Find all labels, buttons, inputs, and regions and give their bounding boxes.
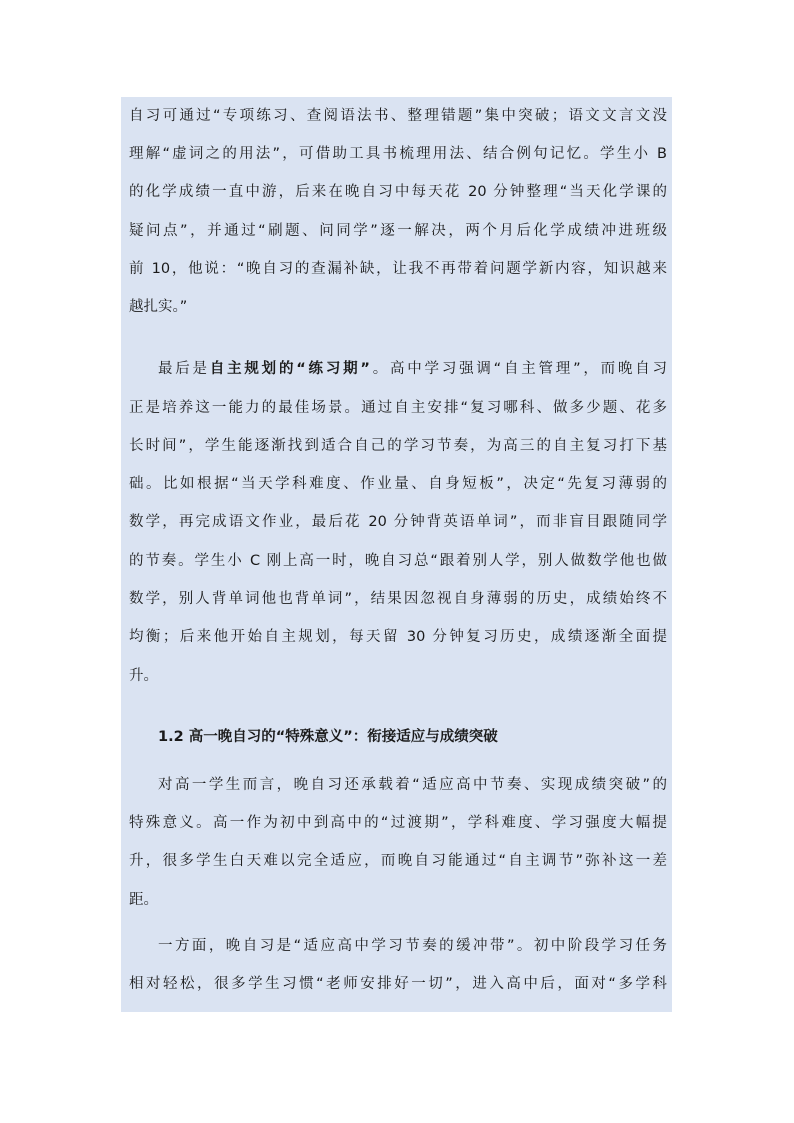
paragraph-1-line-1: 自习可通过“专项练习、查阅语法书、整理错题”集中突破；语文文言文没 (129, 108, 667, 124)
paragraph-2-line-7: 数学，别人背单词他也背单词”，结果因忽视自身薄弱的历史，成绩始终不 (129, 591, 667, 607)
paragraph-2-rest: 。高中学习强调“自主管理”，而晚自习 (369, 361, 668, 377)
paragraph-1-line-4: 疑问点”，并通过“刷题、问同学”逐一解决，两个月后化学成绩冲进班级 (129, 223, 667, 239)
section-heading: 1.2 高一晚自习的“特殊意义”：衔接适应与成绩突破 (158, 729, 498, 745)
paragraph-2-lead: 最后是 (158, 361, 210, 377)
paragraph-2-line-2: 正是培养这一能力的最佳场景。通过自主安排“复习哪科、做多少题、花多 (129, 400, 667, 416)
paragraph-1-line-3: 的化学成绩一直中游，后来在晚自习中每天花 20 分钟整理“当天化学课的 (129, 184, 667, 200)
paragraph-2-line-3: 长时间”，学生能逐渐找到适合自己的学习节奏，为高三的自主复习打下基 (129, 438, 667, 454)
paragraph-2-line-1 (158, 359, 667, 379)
paragraph-3-line-3: 升，很多学生白天难以完全适应，而晚自习能通过“自主调节”弥补这一差 (129, 853, 667, 869)
paragraph-2-line-4: 础。比如根据“当天学科难度、作业量、自身短板”，决定“先复习薄弱的 (129, 476, 667, 492)
paragraph-1-line-2: 理解“虚词之的用法”，可借助工具书梳理用法、结合例句记忆。学生小 B (129, 146, 667, 162)
paragraph-2-line-6: 的节奏。学生小 C 刚上高一时，晚自习总“跟着别人学，别人做数学他也做 (129, 553, 667, 569)
paragraph-1-line-6: 越扎实。” (129, 299, 188, 315)
paragraph-3-line-1: 对高一学生而言，晚自习还承载着“适应高中节奏、实现成绩突破”的 (158, 777, 667, 793)
paragraph-2-line-9: 升。 (129, 668, 158, 684)
paragraph-4-line-2: 相对轻松，很多学生习惯“老师安排好一切”，进入高中后，面对“多学科 (129, 976, 667, 992)
paragraph-3-line-4: 距。 (129, 892, 158, 908)
paragraph-2-line-8: 均衡；后来他开始自主规划，每天留 30 分钟复习历史，成绩逐渐全面提 (129, 629, 667, 645)
paragraph-3-line-2: 特殊意义。高一作为初中到高中的“过渡期”，学科难度、学习强度大幅提 (129, 815, 667, 831)
paragraph-2-bold-phrase: 自主规划的“练习期” (209, 361, 370, 377)
paragraph-4-line-1: 一方面，晚自习是“适应高中学习节奏的缓冲带”。初中阶段学习任务 (158, 938, 667, 954)
paragraph-2-line-5: 数学，再完成语文作业，最后花 20 分钟背英语单词”，而非盲目跟随同学 (129, 514, 667, 530)
document-page (121, 97, 672, 1012)
paragraph-1-line-5: 前 10，他说：“晚自习的查漏补缺，让我不再带着问题学新内容，知识越来 (129, 261, 667, 277)
